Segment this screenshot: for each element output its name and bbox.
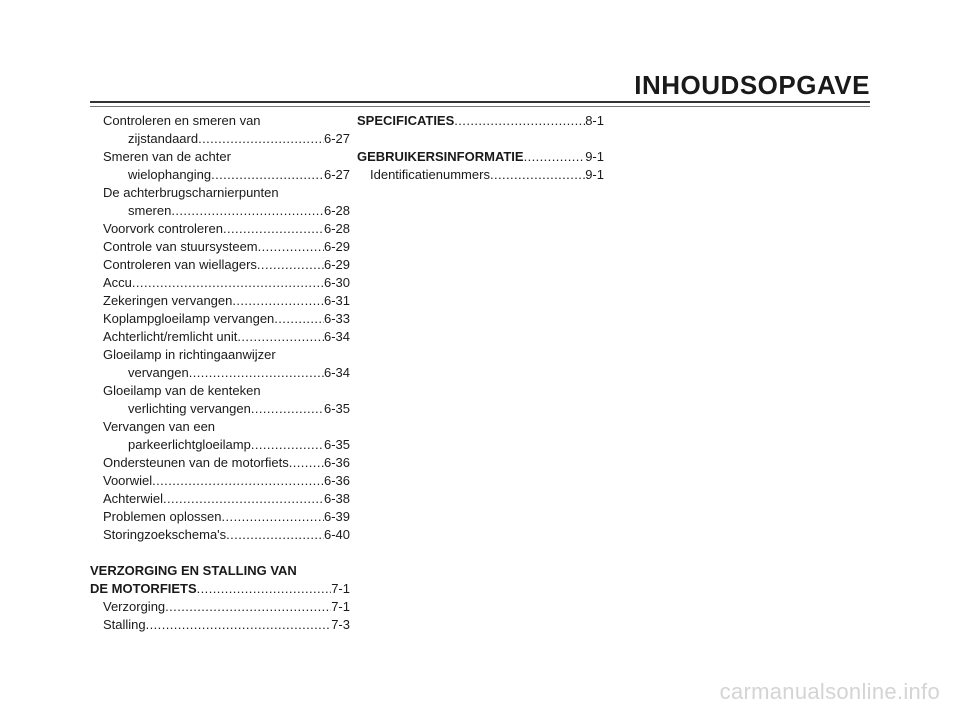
toc-entry-label: Ondersteunen van de motorfiets [103,455,289,470]
toc-page-number: 6-34 [323,365,350,380]
header-rule-thick [90,101,870,103]
leader-dots [524,148,586,166]
leader-dots [189,364,324,382]
leader-dots [226,526,324,544]
leader-dots [223,220,324,238]
toc-entry-label: Voorvork controleren [103,221,223,236]
toc-entry[interactable] [90,436,350,454]
toc-page-number: 6-40 [323,527,350,542]
toc-entry[interactable] [90,400,350,418]
toc-entry[interactable] [90,328,350,346]
toc-section-label: GEBRUIKERSINFORMATIE [357,149,524,164]
leader-dots [132,274,324,292]
toc-entry-heading: Gloeilamp in richtingaanwijzer [103,347,276,362]
toc-right-column [357,112,604,184]
toc-entry-label: Controleren van wiellagers [103,257,257,272]
toc-page-number: 6-27 [323,167,350,182]
toc-entry-label: Achterlicht/remlicht unit [103,329,238,344]
toc-entry[interactable] [90,310,350,328]
toc-entry[interactable] [90,166,350,184]
toc-page-number: 6-30 [323,275,350,290]
toc-entry-label: wielophanging [128,167,212,182]
toc-section-entry[interactable] [357,112,604,130]
toc-section-label: SPECIFICATIES [357,113,455,128]
toc-page-number: 6-29 [323,239,350,254]
toc-page-number: 6-36 [323,473,350,488]
leader-dots [197,580,332,598]
toc-entry-heading: De achterbrugscharnierpunten [103,185,279,200]
leader-dots [289,454,324,472]
toc-entry-label: Problemen oplossen [103,509,222,524]
page-title: INHOUDSOPGAVE [634,70,870,100]
leader-dots [232,292,324,310]
toc-page-number: 7-1 [331,581,350,596]
toc-entry[interactable] [90,616,350,634]
toc-page-number: 6-35 [323,437,350,452]
toc-entry[interactable] [90,490,350,508]
toc-entry-heading: Vervangen van een [103,419,216,434]
toc-entry-label: Identificatienummers [370,167,490,182]
leader-dots [258,238,324,256]
toc-page-number: 9-1 [585,149,604,164]
leader-dots [163,490,324,508]
toc-entry-label: zijstandaard [128,131,199,146]
toc-page-number: 6-33 [323,311,350,326]
toc-section-label: DE MOTORFIETS [90,581,197,596]
leader-dots [222,508,324,526]
toc-entry[interactable] [90,472,350,490]
toc-entry[interactable] [90,508,350,526]
leader-dots [211,166,324,184]
toc-entry[interactable] [90,256,350,274]
leader-dots [152,472,324,490]
leader-dots [165,598,331,616]
leader-dots [257,256,324,274]
toc-entry[interactable] [90,274,350,292]
toc-entry-label: smeren [128,203,172,218]
toc-left-column [90,112,350,634]
toc-entry-heading: Gloeilamp van de kenteken [103,383,261,398]
leader-dots [171,202,324,220]
toc-page-number: 6-28 [323,221,350,236]
toc-entry[interactable] [90,364,350,382]
leader-dots [146,616,332,634]
toc-entry-label: vervangen [128,365,189,380]
toc-page-number: 6-36 [323,455,350,470]
toc-entry-heading: Controleren en smeren van [103,113,261,128]
toc-page-number: 7-3 [331,617,350,632]
toc-entry-label: Stalling [103,617,146,632]
toc-entry[interactable] [90,292,350,310]
toc-entry[interactable] [90,598,350,616]
toc-section-entry[interactable] [90,580,350,598]
toc-entry[interactable] [90,454,350,472]
leader-dots [454,112,585,130]
toc-entry-label: Controle van stuursysteem [103,239,258,254]
leader-dots [251,400,324,418]
toc-page-number: 6-38 [323,491,350,506]
leader-dots [237,328,324,346]
toc-entry-label: Achterwiel [103,491,163,506]
toc-section-entry[interactable] [357,148,604,166]
toc-entry-label: Accu [103,275,132,290]
toc-entry[interactable] [90,220,350,238]
toc-page-number: 6-28 [323,203,350,218]
toc-page-number: 6-35 [323,401,350,416]
toc-entry[interactable] [90,202,350,220]
watermark-text: carmanualsonline.info [719,679,940,704]
toc-entry-label: verlichting vervangen [128,401,251,416]
leader-dots [490,166,585,184]
toc-entry-label: Voorwiel [103,473,153,488]
toc-page-number: 6-34 [323,329,350,344]
header-rule-thin [90,106,870,107]
leader-dots [251,436,324,454]
toc-page-number: 6-27 [323,131,350,146]
toc-entry[interactable] [90,238,350,256]
toc-page-number: 6-29 [323,257,350,272]
leader-dots [198,130,324,148]
toc-entry[interactable] [357,166,604,184]
toc-page-number: 9-1 [585,167,604,182]
toc-entry-heading: Smeren van de achter [103,149,231,164]
toc-entry[interactable] [90,130,350,148]
toc-entry-label: parkeerlichtgloeilamp [128,437,251,452]
toc-page-number: 6-39 [323,509,350,524]
spacer [90,544,350,562]
toc-entry-label: Koplampgloeilamp vervangen [103,311,275,326]
leader-dots [274,310,324,328]
toc-entry-label: Storingzoekschema's [103,527,227,542]
toc-page-number: 6-31 [323,293,350,308]
toc-page-number: 7-1 [331,599,350,614]
toc-page-number: 8-1 [585,113,604,128]
toc-entry[interactable] [90,526,350,544]
toc-section-heading: VERZORGING EN STALLING VAN [90,563,297,578]
spacer [357,130,604,148]
toc-entry-label: Verzorging [103,599,166,614]
toc-entry-label: Zekeringen vervangen [103,293,233,308]
